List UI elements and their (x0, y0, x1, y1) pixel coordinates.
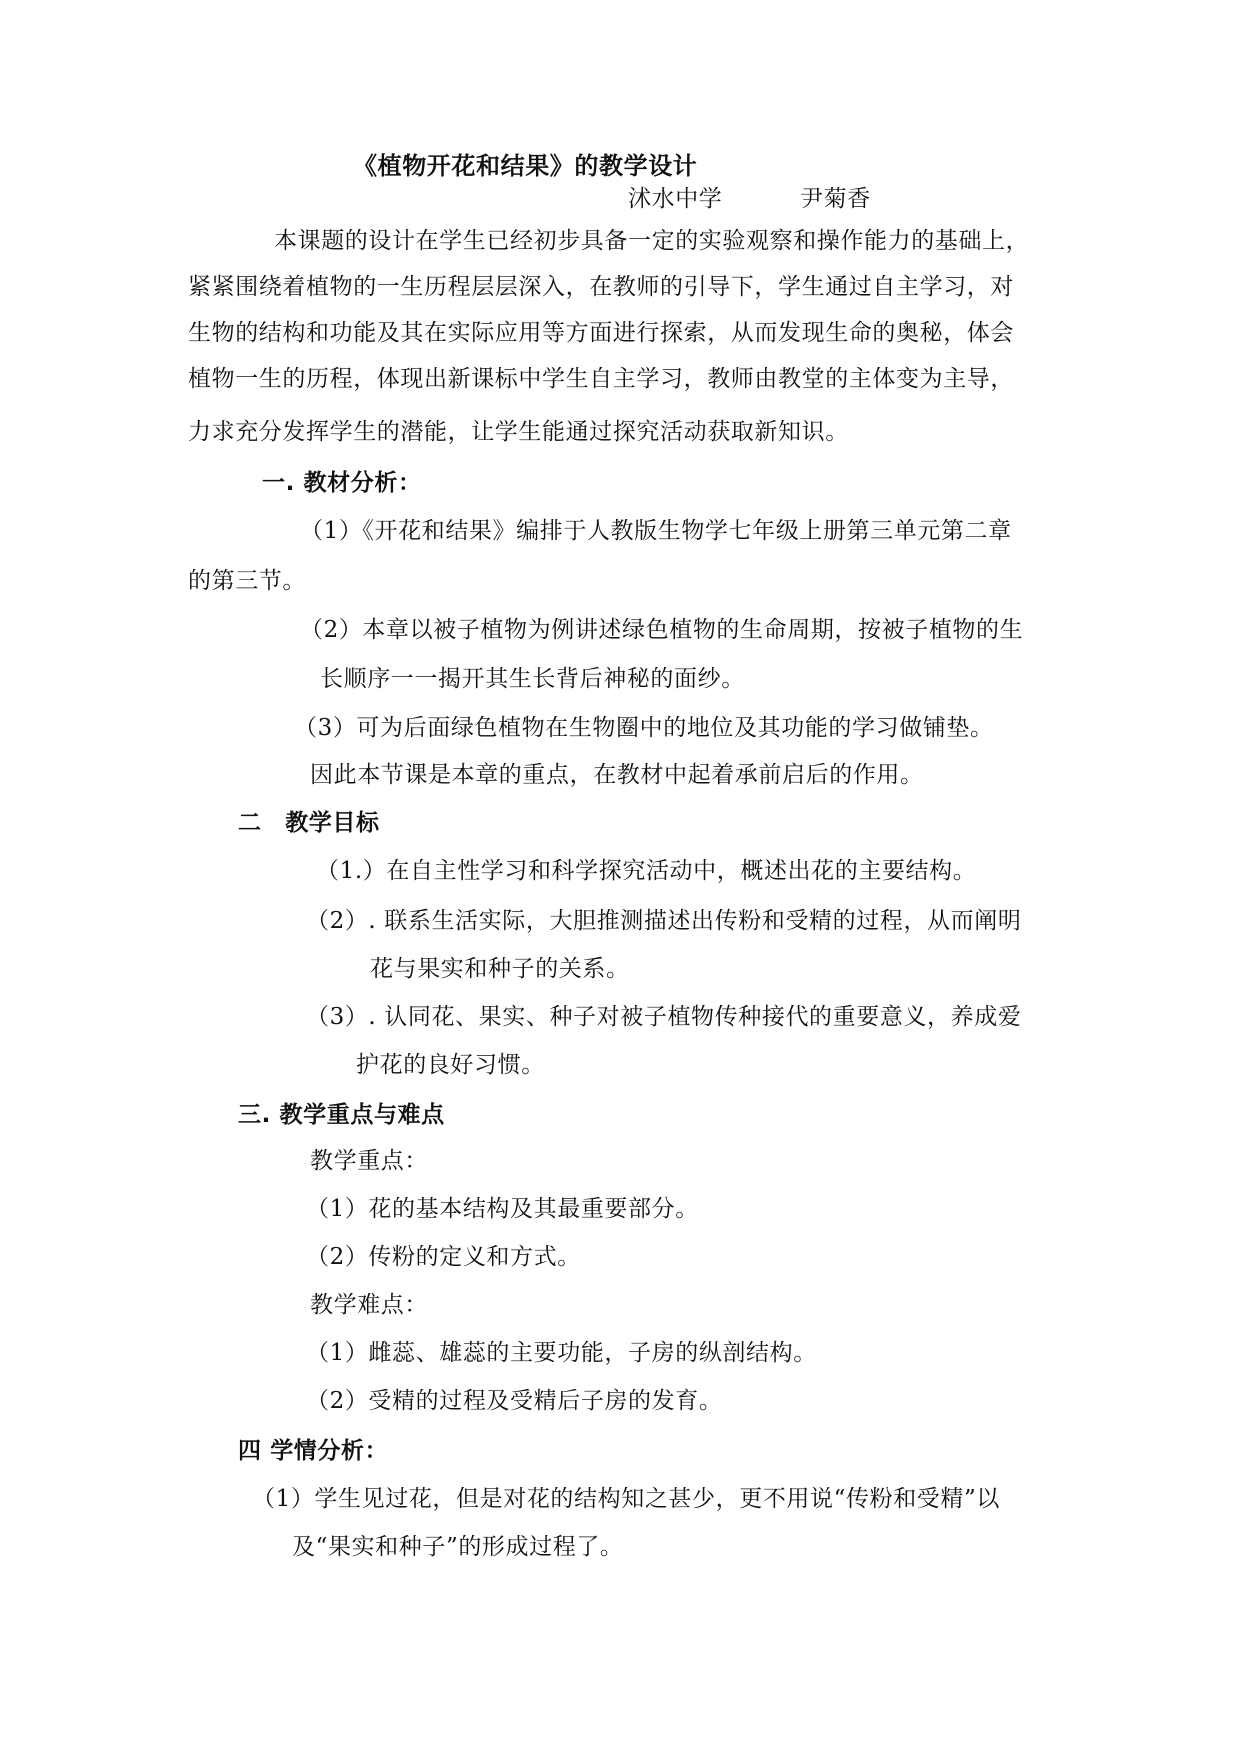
intro-line-2: 紧紧围绕着植物的一生历程层层深入，在教师的引导下，学生通过自主学习，对 (188, 274, 1014, 300)
section-2-line-2: （2）. 联系生活实际，大胆推测描述出传粉和受精的过程，从而阐明 (306, 908, 1022, 934)
section-4-line-1: （1）学生见过花，但是对花的结构知之甚少，更不用说“传粉和受精”以 (252, 1486, 1000, 1512)
section-2-line-4: （3）. 认同花、果实、种子对被子植物传种接代的重要意义，养成爱 (306, 1004, 1022, 1030)
document-title: 《植物开花和结果》的教学设计 (353, 152, 698, 180)
section-1-line-3: （2）本章以被子植物为例讲述绿色植物的生命周期，按被子植物的生 (300, 617, 1024, 643)
section-1-line-6: 因此本节课是本章的重点，在教材中起着承前启后的作用。 (310, 762, 924, 788)
section-1-heading: 一. 教材分析： (262, 470, 422, 496)
section-1-line-2: 的第三节。 (188, 568, 306, 594)
intro-line-3: 生物的结构和功能及其在实际应用等方面进行探索，从而发现生命的奥秘，体会 (188, 320, 1014, 346)
intro-line-1: 本课题的设计在学生已经初步具备一定的实验观察和操作能力的基础上， (274, 228, 1030, 254)
section-2-line-1: （1.）在自主性学习和科学探究活动中，概述出花的主要结构。 (316, 858, 977, 884)
section-3-line-2: （1）花的基本结构及其最重要部分。 (306, 1196, 699, 1222)
section-3-line-5: （1）雌蕊、雄蕊的主要功能，子房的纵剖结构。 (306, 1340, 817, 1366)
section-3-line-3: （2）传粉的定义和方式。 (306, 1244, 581, 1270)
author-name: 尹菊香 (800, 186, 871, 212)
intro-line-4: 植物一生的历程，体现出新课标中学生自主学习，教师由教堂的主体变为主导， (188, 366, 1014, 392)
section-1-line-4: 长顺序一一揭开其生长背后神秘的面纱。 (320, 666, 745, 692)
section-2-line-5: 护花的良好习惯。 (356, 1052, 545, 1078)
intro-line-5: 力求充分发挥学生的潜能，让学生能通过探究活动获取新知识。 (188, 419, 849, 445)
section-1-line-1: （1）《开花和结果》编排于人教版生物学七年级上册第三单元第二章 (300, 518, 1012, 544)
section-3-line-1: 教学重点： (310, 1148, 428, 1174)
section-2-line-3: 花与果实和种子的关系。 (370, 956, 630, 982)
section-4-line-2: 及“果实和种子”的形成过程了。 (292, 1534, 624, 1560)
section-3-line-6: （2）受精的过程及受精后子房的发育。 (306, 1388, 723, 1414)
section-4-heading: 四 学情分析： (238, 1438, 389, 1464)
school-name: 沭水中学 (628, 186, 723, 212)
section-2-heading: 二 教学目标 (238, 810, 380, 836)
section-3-line-4: 教学难点： (310, 1292, 428, 1318)
section-1-line-5: （3）可为后面绿色植物在生物圈中的地位及其功能的学习做铺垫。 (294, 715, 994, 741)
section-3-heading: 三. 教学重点与难点 (238, 1102, 445, 1128)
